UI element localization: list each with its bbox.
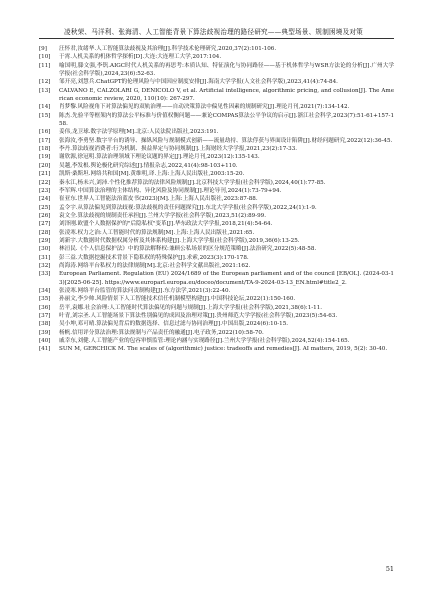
reference-text: 尚海涛.网络平台私权力的法律规制[M].北京:社会科学文献出版社,2021:162.: [59, 262, 251, 269]
reference-number: [35]: [39, 296, 51, 303]
reference-entry: [39, 87, 394, 104]
reference-number: [13]: [39, 87, 51, 94]
reference-entry: [39, 304, 394, 312]
reference-entry: [39, 153, 394, 161]
reference-text: 彭三益.大数据挖掘技术背景下隐私权的特殊保护[J].求索,2023(3):170-178.: [59, 254, 249, 261]
reference-entry: [39, 195, 394, 203]
reference-number: [29]: [39, 237, 51, 244]
reference-entry: [39, 128, 394, 136]
reference-text: 李军辉.中国算法治理的主体结构、异化风险及协同规制[J].理论导刊,2024(1):73-79+94.: [59, 187, 282, 194]
reference-number: [9]: [39, 46, 47, 52]
reference-text: CALVANO E, CALZOLARI G, DENICOLO V, et al. Artificial intelligence, algorithmic pricing, and collusion[J]. The American economic review, 2020, 110(10): 267-297.: [59, 87, 394, 103]
reference-text: 喻国明,滕文强,李钒.AIGC时代人机关系的再思考:本质认知、特征演化与协同路径——基于机体哲学与WSR方法论的分析[J].广州大学学报(社会科学版),2024,23(6):52-63.: [59, 62, 394, 78]
reference-entry: [39, 270, 394, 287]
reference-text: 刘新宇.大数据时代数据权属分析及其体系构建[J].上海大学学报(社会科学版),2019,36(6):13-25.: [59, 237, 300, 244]
reference-text: European Parliament. Regulation (EU) 2024/1689 of the European parliament and of the council [EB/OL]. (2024-03-13)[2025-06-25]. https://www.europarl.europa.eu/doceo/document/TA-9-2024-03-13_EN.html#title2_2.: [59, 271, 394, 286]
reference-number: [40]: [39, 338, 51, 345]
reference-text: 刘泽刚.欧盟个人数据保护的"后隐私权"变革[J].华东政法大学学报,2018,21(4):54-64.: [59, 221, 273, 228]
reference-entry: [39, 345, 394, 353]
reference-text: 吴小坤,邓可晴.算法偏见背后的数据选择、信息过滤与协同治理[J].中国出版,2024(6):10-15.: [59, 321, 289, 328]
reference-entry: [39, 229, 394, 237]
reference-entry: [39, 78, 394, 86]
reference-number: [33]: [39, 271, 51, 278]
reference-text: 崔亚东.世界人工智能法治蓝皮书(2023)[M].上海:上海人民出版社,2023:87-88.: [59, 196, 258, 203]
reference-entry: [39, 170, 394, 178]
reference-entry: [39, 329, 394, 337]
reference-text: 杨帆.信用评分算法治理:算法规制与产品责任的融通[J].电子政务,2022(10):58-70.: [59, 329, 264, 336]
reference-number: [32]: [39, 262, 51, 269]
reference-number: [10]: [39, 54, 51, 61]
reference-text: 陈杰.先验平等框架内的算法公平标准与价值权衡问题——兼论COMPAS算法公平争议的启示[J].浙江社会科学,2023(7):51-61+157-158.: [59, 112, 394, 128]
reference-number: [12]: [39, 79, 51, 86]
reference-entry: [39, 53, 394, 61]
reference-text: 戚幸东,刘健.人工智能产业的包容审慎监管:理论内涵与实现路径[J].兰州大学学报(社会科学版),2024,52(4):154-165.: [59, 338, 350, 345]
reference-number: [26]: [39, 212, 51, 219]
reference-entry: [39, 179, 394, 187]
reference-number: [34]: [39, 287, 51, 294]
reference-text: 张凌寒.网络平台监管的算法问责制构建[J].东方法学,2021(3):22-40.: [59, 287, 231, 294]
reference-entry: [39, 287, 394, 295]
reference-entry: [39, 254, 394, 262]
running-header: 凌秋荣、马洋利、张海清、人工智能背景下算法歧视治理的路径研究——典型场景、规制困境及对策: [64, 28, 363, 36]
reference-number: [19]: [39, 154, 51, 161]
reference-text: 肖梦黎.风险视角下对算法偏见的双轨治理——自动决策算法中偏见性因素的规制研究[J].理论月刊,2021(7):134-142.: [59, 104, 350, 111]
reference-number: [11]: [39, 62, 51, 69]
reference-number: [23]: [39, 187, 51, 194]
reference-number: [38]: [39, 321, 51, 328]
reference-text: 袁文全.算法歧视的规制责任承担[J].兰州大学学报(社会科学版),2023,51(2):89-99.: [59, 212, 266, 219]
reference-text: 林洹民.《个人信息保护法》中的算法解释权:兼顾公私场景的区分规范策略[J].法治研究,2022(5):48-58.: [59, 246, 317, 253]
reference-number: [30]: [39, 246, 51, 253]
reference-entry: [39, 220, 394, 228]
reference-text: 孟令宇.从算法偏见到算法歧视:算法歧视的责任问题探究[J].东北大学学报(社会科学版),2022,24(1):1-9.: [59, 204, 317, 211]
reference-list: [39, 45, 394, 354]
reference-text: 谢欣源,徐冠明.算法治理领域下理论议题的界定[J].理论月刊,2023(12):135-143.: [59, 154, 260, 161]
reference-number: [28]: [39, 229, 51, 236]
reference-number: [15]: [39, 112, 51, 119]
reference-number: [39]: [39, 329, 51, 336]
reference-entry: [39, 187, 394, 195]
reference-number: [31]: [39, 254, 51, 261]
reference-text: 张凌寒.权力之治:人工智能时代的算法规制[M].上海:上海人民出版社,2021:65.: [59, 229, 255, 236]
reference-entry: [39, 145, 394, 153]
reference-entry: [39, 320, 394, 328]
reference-entry: [39, 212, 394, 220]
reference-number: [24]: [39, 196, 51, 203]
reference-number: [25]: [39, 204, 51, 211]
reference-entry: [39, 295, 394, 303]
reference-text: 岳平,袁娜.社会治理:人工智能时代算法偏见的问题与规制[J].上海大学学报(社会科学版),2021,38(6):1-11.: [59, 304, 323, 311]
reference-entry: [39, 45, 394, 53]
reference-entry: [39, 262, 394, 270]
header-rule: [39, 38, 394, 39]
reference-entry: [39, 337, 394, 345]
reference-text: 秦永江,杨未兴,刘沛.个性化推荐算法的法律风险规制[J].北京科技大学学报(社会科学版),2024,40(1):77-85.: [59, 179, 326, 186]
reference-entry: [39, 312, 394, 320]
reference-number: [27]: [39, 221, 51, 228]
reference-entry: [39, 162, 394, 170]
reference-number: [14]: [39, 104, 51, 111]
reference-number: [36]: [39, 304, 51, 311]
reference-number: [22]: [39, 179, 51, 186]
reference-number: [20]: [39, 162, 51, 169]
reference-entry: [39, 245, 394, 253]
reference-entry: [39, 62, 394, 79]
reference-number: [37]: [39, 313, 51, 319]
reference-number: [16]: [39, 129, 51, 136]
reference-text: SUN M, GERCHICK M. The scales of (algorithmic) justice: tradeoffs and remedies[J]. AI matters, 2019, 5(2): 30-40.: [59, 346, 388, 353]
reference-entry: [39, 103, 394, 111]
reference-number: [41]: [39, 346, 51, 353]
reference-entry: [39, 237, 394, 245]
reference-text: 凯斯·桑斯坦.网络共和国[M].黄维明,译.上海:上海人民出版社,2003:15-20.: [59, 171, 245, 178]
reference-entry: [39, 204, 394, 212]
reference-number: [21]: [39, 171, 51, 178]
reference-text: 邹开亮,刘慧兵.ChatGPT的伦理风险与中国因应制度安排[J].海南大学学报(人文社会科学版),2023,41(4):74-84.: [59, 79, 338, 86]
reference-text: 叶青,刘宗圣.人工智能场景下算法性别偏见的成因及治理对策[J].贵州师范大学学报(社会科学版),2023(5):54-63.: [59, 313, 338, 319]
reference-text: 于霄.人机关系的机体哲学探析[D].大连:大连理工大学,2017:104.: [59, 54, 222, 61]
reference-text: 李丹.算法歧视消费者:行为机制、损益界定与协同规制[J].上海财经大学学报,2021,23(2):17-33.: [59, 146, 298, 153]
reference-number: [17]: [39, 137, 51, 144]
reference-text: 张海汝,李勇坚.数字平台的诱导、操纵风险与规制模式创新——流量劫持、算法俘获与界面设计陷阱[J].财经问题研究,2022(12):36-45.: [59, 137, 393, 144]
reference-entry: [39, 112, 394, 129]
reference-entry: [39, 137, 394, 145]
reference-text: 汪怀君,汝绪华.人工智能算法歧视及其治理[J].科学技术伦理研究,2020,37(2):101-106.: [59, 46, 277, 52]
reference-number: [18]: [39, 146, 51, 153]
page-number: 51: [385, 565, 394, 573]
reference-text: 姜伟,龙卫球.数字法学原理[M].北京:人民法院出版社,2023:191.: [59, 129, 219, 136]
reference-text: 吴越,李发根.舆论极化研究综述[J].情报杂志,2022,41(4):98-103+110.: [59, 162, 238, 169]
reference-text: 孙丽文,李少帅.风险情景下人工智能技术信任机制模型构建[J].中国科技论坛,2022(1):150-160.: [59, 296, 296, 303]
